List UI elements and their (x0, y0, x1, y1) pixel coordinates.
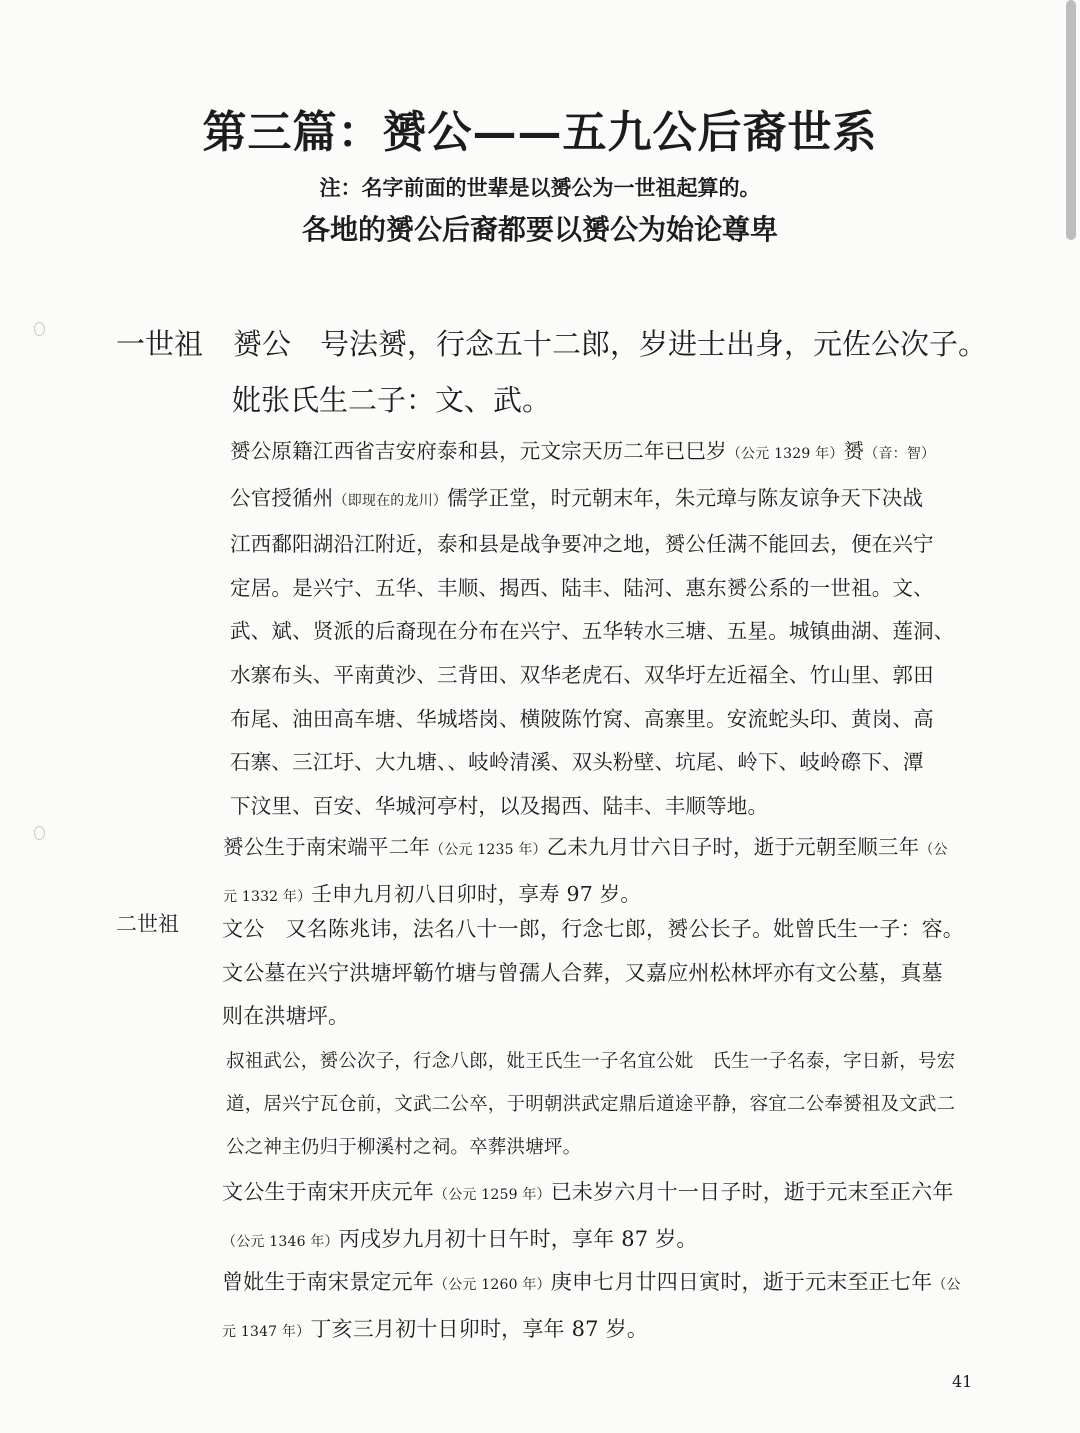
text-line: 布尾、油田高车塘、华城塔岗、横陂陈竹窝、高寨里。安流蛇头印、黄岗、高 (230, 706, 934, 731)
generation-1-label: 一世祖 (116, 327, 204, 361)
generation-2-description (222, 908, 977, 1039)
text-line: 文公生于南宋开庆元年（公元 1259 年）已未岁六月十一日子时，逝于元末至正六年 (222, 1180, 954, 1204)
binding-hole-mark (34, 322, 45, 336)
text-line: 叔祖武公，赟公次子，行念八郎，妣王氏生一子名宜公妣 氏生一子名泰，字日新，号宏 (226, 1051, 956, 1072)
uncle-wu-note (226, 1040, 976, 1169)
page-number: 41 (952, 1372, 973, 1391)
text-line: 定居。是兴宁、五华、丰顺、揭西、陆丰、陆河、惠东赟公系的一世祖。文、 (230, 575, 934, 600)
generation-1-description: 号法赟，行念五十二郎，岁进士出身，元佐公次子。 (320, 327, 988, 361)
text-line: 赟公生于南宋端平二年（公元 1235 年）乙未九月廿六日子时，逝于元朝至顺三年（公 (223, 835, 948, 859)
page-note: 注：名字前面的世辈是以赟公为一世祖起算的。 (319, 175, 761, 200)
text-line: 公官授循州（即现在的龙川）儒学正堂，时元朝末年，朱元璋与陈友谅争天下决战 (230, 485, 924, 510)
text-line: 下汶里、百安、华城河亭村，以及揭西、陆丰、丰顺等地。 (230, 793, 769, 818)
text-line: 赟公原籍江西省吉安府泰和县，元文宗天历二年已巳岁（公元 1329 年）赟（音：智） (230, 439, 936, 463)
binding-hole-mark (34, 826, 45, 840)
text-line: 元 1347 年）丁亥三月初十日卯时，享年 87 岁。 (222, 1317, 649, 1341)
text-line: 文公 又名陈兆讳，法名八十一郎，行念七郎，赟公长子。妣曾氏生一子：容。 (222, 917, 964, 941)
text-line: 道，居兴宁瓦仓前，文武二公卒，于明朝洪武定鼎后道途平静，容宜二公奉赟祖及文武二 (226, 1094, 956, 1115)
generation-1-spouse: 妣张氏生二子：文、武。 (232, 383, 552, 417)
wen-birth-death (222, 1170, 977, 1264)
generation-2-label: 二世祖 (116, 912, 179, 936)
text-line: 石寨、三江圩、大九塘、、岐岭清溪、双头粉壁、坑尾、岭下、岐岭磜下、潭 (230, 750, 924, 775)
page-subtitle: 各地的赟公后裔都要以赟公为始论尊卑 (301, 213, 778, 246)
text-line: 水寨布头、平南黄沙、三背田、双华老虎石、双华圩左近福全、竹山里、郭田 (230, 662, 934, 687)
page-title: 第三篇：赟公——五九公后裔世系 (202, 107, 878, 158)
text-line: 文公墓在兴宁洪塘坪簕竹塘与曾孺人合葬，又嘉应州松林坪亦有文公墓，真墓 (222, 960, 943, 985)
generation-1-history (230, 430, 975, 828)
zeng-birth-death (222, 1260, 977, 1354)
text-line: 武、斌、贤派的后裔现在分布在兴宁、五华转水三塘、五星。城镇曲湖、莲洞、 (230, 619, 955, 644)
text-line: 曾妣生于南宋景定元年（公元 1260 年）庚申七月廿四日寅时，逝于元末至正七年（公 (222, 1270, 961, 1294)
text-line: 元 1332 年）壬申九月初八日卯时，享寿 97 岁。 (223, 882, 642, 906)
text-line: 公之神主仍归于柳溪村之祠。卒葬洪塘坪。 (226, 1137, 582, 1158)
text-line: （公元 1346 年）丙戌岁九月初十日午时，享年 87 岁。 (222, 1227, 698, 1251)
text-line: 则在洪塘坪。 (222, 1004, 350, 1028)
text-line: 江西鄱阳湖沿江附近，泰和县是战争要冲之地，赟公任满不能回去，便在兴宁 (230, 532, 934, 557)
generation-1-birth-death (223, 825, 975, 919)
generation-1-name: 赟公 (233, 327, 292, 361)
